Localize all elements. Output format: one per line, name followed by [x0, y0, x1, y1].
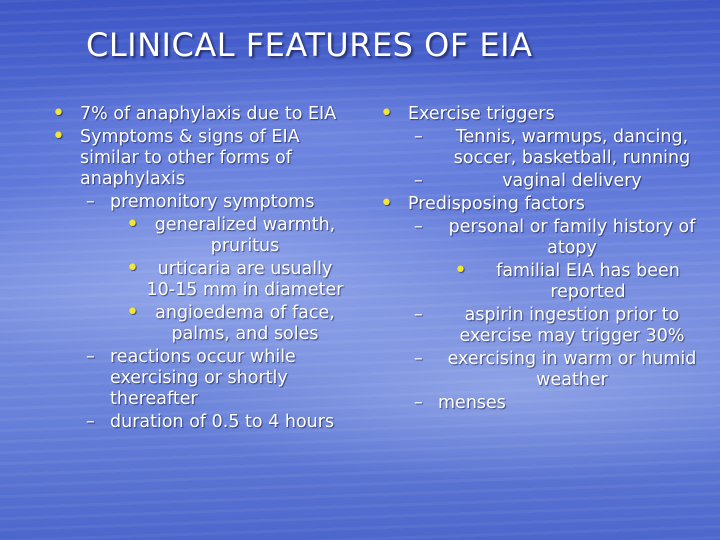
bullet-text: aspirin ingestion prior to exercise may trigger 30%	[459, 305, 685, 346]
bullet-text: reactions occur while exercising or shortly thereafter	[110, 347, 296, 409]
sub-bullet-item	[356, 127, 706, 169]
sub-bullet-item	[356, 393, 706, 414]
sub-bullet-item	[356, 171, 706, 192]
bullet-text: premonitory symptoms	[110, 192, 315, 212]
bullet-item	[356, 194, 706, 215]
sub-sub-bullet-item	[28, 259, 348, 301]
bullet-text: Exercise triggers	[408, 104, 555, 124]
bullet-text: duration of 0.5 to 4 hours	[110, 412, 335, 432]
bullet-text: familial EIA has been reported	[496, 261, 680, 302]
right-bullet-column	[356, 104, 706, 416]
slide-title: CLINICAL FEATURES OF EIA	[86, 26, 533, 64]
bullet-text: urticaria are usually 10-15 mm in diameter	[146, 259, 344, 300]
bullet-text: Tennis, warmups, dancing, soccer, basketball, running	[453, 127, 691, 168]
bullet-text: personal or family history of atopy	[448, 217, 696, 258]
bullet-text: exercising in warm or humid weather	[447, 349, 697, 390]
bullet-text: vaginal delivery	[502, 171, 642, 191]
sub-sub-bullet-item	[356, 261, 706, 303]
sub-bullet-item	[356, 217, 706, 259]
sub-sub-bullet-item	[28, 303, 348, 345]
bullet-text: generalized warmth, pruritus	[154, 215, 336, 256]
bullet-item	[28, 104, 348, 125]
sub-bullet-item	[356, 305, 706, 347]
bullet-text: menses	[438, 393, 506, 413]
bullet-text: angioedema of face, palms, and soles	[155, 303, 335, 344]
sub-bullet-item	[28, 347, 348, 410]
bullet-item	[356, 104, 706, 125]
sub-bullet-item	[356, 349, 706, 391]
bullet-text: Predisposing factors	[408, 194, 585, 214]
sub-bullet-item	[28, 192, 348, 213]
bullet-text: Symptoms & signs of EIA similar to other forms of anaphylaxis	[80, 127, 300, 189]
sub-sub-bullet-item	[28, 215, 348, 257]
sub-bullet-item	[28, 412, 348, 433]
bullet-item	[28, 127, 348, 190]
bullet-text: 7% of anaphylaxis due to EIA	[80, 104, 337, 124]
left-bullet-column	[28, 104, 348, 435]
